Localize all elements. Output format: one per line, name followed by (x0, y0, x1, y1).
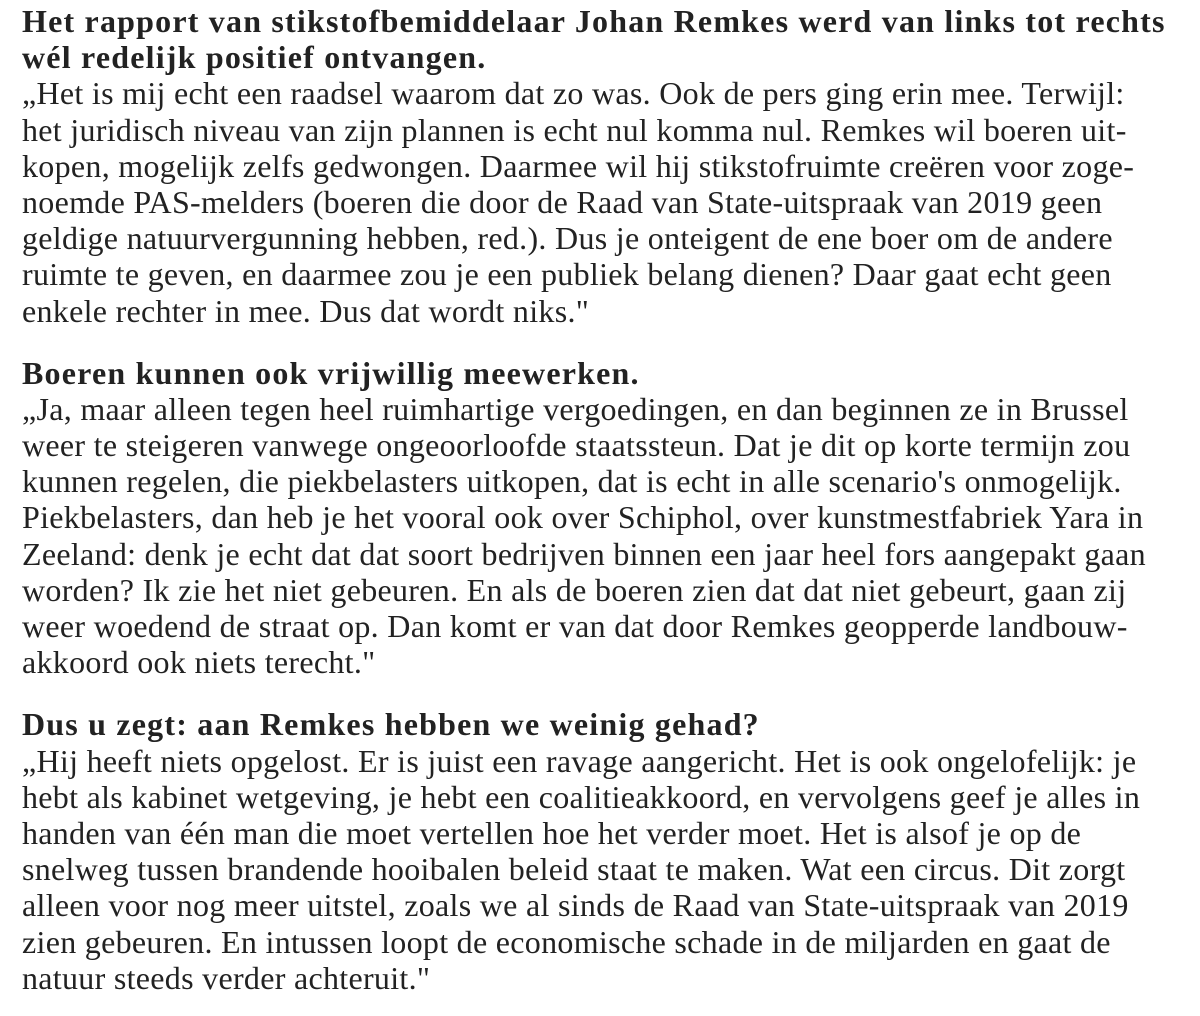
answer-line-text: het juridisch niveau van zijn plannen is echt nul komma nul. Remkes wil boeren uit- (22, 111, 1127, 148)
interview-section (22, 355, 1192, 681)
answer-line (22, 608, 1192, 644)
answer-line-text: snelweg tussen brandende hooibalen beleid staat te maken. Wat een circus. Dit zorgt (22, 851, 1126, 888)
answer-line (22, 851, 1192, 887)
answer-line-text: Zeeland: denk je echt dat dat soort bedrijven binnen een jaar heel fors aangepakt gaan (22, 535, 1146, 572)
article-body (22, 3, 1192, 996)
interview-section (22, 706, 1192, 996)
answer-line-text: hebt als kabinet wetgeving, je hebt een coalitieakkoord, en vervolgens geef je alles in (22, 778, 1141, 815)
answer-line-text: akkoord ook niets terecht." (22, 644, 376, 681)
answer-line-text: kopen, mogelijk zelfs gedwongen. Daarmee wil hij stikstofruimte creëren voor zoge- (22, 147, 1135, 184)
answer-line (22, 256, 1192, 292)
question-line-text: Het rapport van stikstofbemiddelaar Johan Remkes werd van links tot rechts (22, 3, 1166, 39)
answer-line (22, 644, 1192, 680)
answer-line (22, 960, 1192, 996)
answer-line (22, 220, 1192, 256)
answer-line (22, 293, 1192, 329)
question-line (22, 355, 1192, 391)
answer-line-text: „Ja, maar alleen tegen heel ruimhartige vergoedingen, en dan beginnen ze in Brussel (22, 390, 1129, 427)
answer-line (22, 391, 1192, 427)
answer-line-text: alleen voor nog meer uitstel, zoals we al sinds de Raad van State-uitspraak van 2019 (22, 887, 1129, 924)
answer-line-text: worden? Ik zie het niet gebeuren. En als de boeren zien dat dat niet gebeurt, gaan zij (22, 571, 1127, 608)
answer-line-text: Piekbelasters, dan heb je het vooral ook over Schiphol, over kunstmestfabriek Yara in (22, 499, 1144, 536)
answer-line (22, 112, 1192, 148)
question-line (22, 706, 1192, 742)
answer-line (22, 924, 1192, 960)
answer-line-text: noemde PAS-melders (boeren die door de Raad van State-uitspraak van 2019 geen (22, 183, 1103, 220)
question-line (22, 3, 1192, 39)
question-heading (22, 3, 1192, 75)
answer-line (22, 184, 1192, 220)
answer-line-text: weer te steigeren vanwege ongeoorloofde staatssteun. Dat je dit op korte termijn zou (22, 427, 1131, 464)
answer-line (22, 743, 1192, 779)
answer-line (22, 572, 1192, 608)
question-line (22, 39, 1192, 75)
answer-line-text: ruimte te geven, en daarmee zou je een publiek belang dienen? Daar gaat echt geen (22, 256, 1112, 293)
interview-section (22, 3, 1192, 329)
answer-line-text: weer woedend de straat op. Dan komt er van dat door Remkes geopperde landbouw- (22, 608, 1128, 644)
question-heading (22, 706, 1192, 742)
question-line-text: wél redelijk positief ontvangen. (22, 39, 487, 76)
answer-line (22, 75, 1192, 111)
answer-line (22, 536, 1192, 572)
question-line-text: Dus u zegt: aan Remkes hebben we weinig gehad? (22, 706, 760, 743)
answer-line (22, 887, 1192, 923)
answer-line-text: kunnen regelen, die piekbelasters uitkopen, dat is echt in alle scenario's onmogelijk. (22, 463, 1122, 500)
question-heading (22, 355, 1192, 391)
question-line-text: Boeren kunnen ook vrijwillig meewerken. (22, 354, 640, 391)
answer-line (22, 463, 1192, 499)
answer-line (22, 815, 1192, 851)
answer-line (22, 779, 1192, 815)
answer-line-text: handen van één man die moet vertellen hoe het verder moet. Het is alsof je op de (22, 814, 1082, 851)
answer-line-text: enkele rechter in mee. Dus dat wordt niks." (22, 292, 590, 329)
answer-line-text: „Hij heeft niets opgelost. Er is juist een ravage aangericht. Het is ook ongelofelijk: je (22, 742, 1137, 779)
answer-line (22, 499, 1192, 535)
answer-paragraph (22, 75, 1192, 328)
answer-paragraph (22, 391, 1192, 681)
answer-line-text: zien gebeuren. En intussen loopt de economische schade in de miljarden en gaat de (22, 923, 1111, 960)
answer-paragraph (22, 743, 1192, 996)
answer-line-text: „Het is mij echt een raadsel waarom dat zo was. Ook de pers ging erin mee. Terwijl: (22, 75, 1125, 112)
answer-line-text: geldige natuurvergunning hebben, red.). Dus je onteigent de ene boer om de andere (22, 220, 1113, 257)
answer-line (22, 427, 1192, 463)
answer-line-text: natuur steeds verder achteruit." (22, 959, 431, 996)
answer-line (22, 148, 1192, 184)
